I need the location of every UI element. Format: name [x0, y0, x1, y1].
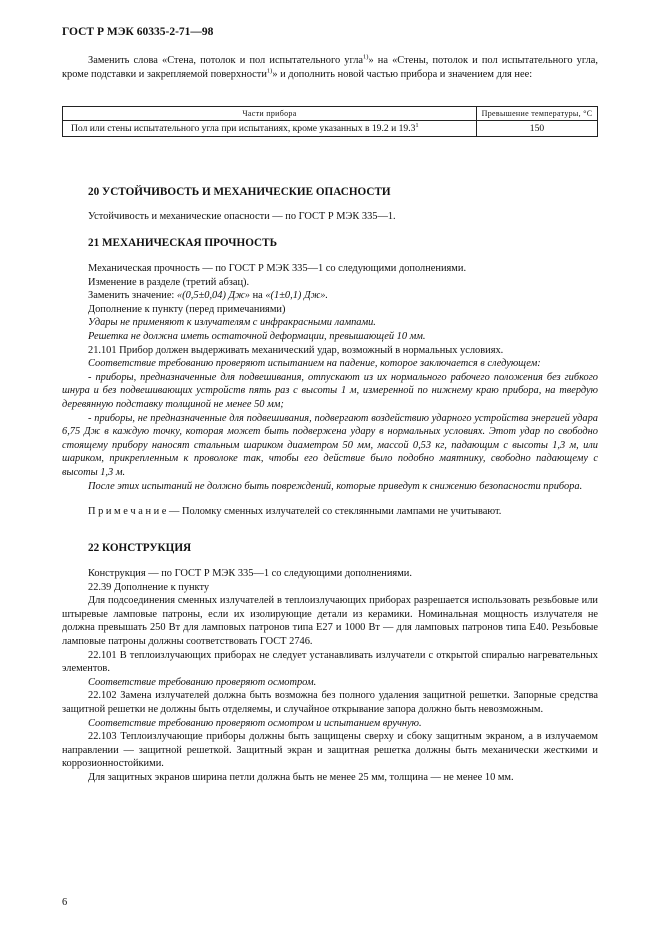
section-22-body: Конструкция — по ГОСТ Р МЭК 335—1 со следующими дополнениями. 22.39 Дополнение к пункту Для подсоединения сменных излучателей в теплоизлучающих приборах разрешается использовать резьбовые или штыревые ламповые патроны, если их изолирующие детали из керамики. Номинальная мощность излучателя не должна превышать 250 Вт для ламповых патронов типа Е27 и 1000 Вт — для ламповых патронов типа Е40. Резьбовые ламповые патроны должны соответствовать ГОСТ 2746. 22.101 В теплоизлучающих приборах не следует устанавливать излучатели с открытой спиралью нагревательных элементов. Соответствие требованию проверяют осмотром. 22.102 Замена излучателей должна быть возможна без полного удаления защитной решетки. Запорные средства защитной решетки не должны быть отделяемы, и случайное открывание запора должно быть невозможным. Соответствие требованию проверяют осмотром и испытанием вручную. 22.103 Теплоизлучающие приборы должны быть защищены сверху и сбоку защитным экраном, а в излучаемом направлении — защитной решеткой. Защитный экран и защитная решетка должны быть механически жесткими и коррозионностойкими. Для защитных экранов ширина петли должна быть не менее 25 мм, толщина — не менее 10 мм. — [62, 568, 598, 783]
note: П р и м е ч а н и е — Поломку сменных излучателей со стеклянными лампами не учитывают. — [88, 506, 502, 517]
section-22-title: 22 КОНСТРУКЦИЯ — [88, 542, 192, 554]
table-row — [63, 121, 598, 137]
table-header-parts: Части прибора — [63, 107, 477, 121]
table-header-row — [63, 107, 598, 121]
table-header-temperature: Превышение температуры, °С — [477, 107, 598, 121]
page-number: 6 — [62, 897, 68, 908]
section-21-body: Механическая прочность — по ГОСТ Р МЭК 335—1 со следующими дополнениями. Изменение в разделе (третий абзац). Заменить значение: «(0,5±0,04) Дж» на «(1±0,1) Дж». Дополнение к пункту (перед примечаниями) Удары не применяют к излучателям с инфракрасными лампами. Решетка не должна иметь остаточной деформации, превышающей 10 мм. 21.101 Прибор должен выдерживать механический удар, возможный в нормальных условиях. Соответствие требованию проверяют испытанием на падение, которое заключается в следующем: - приборы, предназначенные для подвешивания, отпускают из их нормального рабочего положения без гибкого шнура и без подвешивающих устройств пять раз с высоты 1 м, измеренной по нижнему краю прибора, на твердую деревянную подставку толщиной не менее 50 мм; - приборы, не предназначенные для подвешивания, подвергают воздействию ударного устройства энергией удара 6,75 Дж в каждую точку, которая может быть подвержена удару в нормальных условиях. Этот удар по свободно стоящему прибору наносят стальным шариком диаметром 50 мм, массой 0,53 кг, падающим с высоты 1,3 м, или шариком, прикрепленным к проволоке так, чтобы его действие было подобно маятнику, свободно падающему с высоты 1,3 м. После этих испытаний не должно быть повреждений, которые приведут к снижению безопасности прибора. — [62, 263, 598, 492]
temperature-table — [62, 106, 598, 137]
table-cell-part: Пол или стены испытательного угла при испытаниях, кроме указанных в 19.2 и 19.3$^1$ — [63, 121, 477, 137]
table-cell-value: 150 — [477, 121, 598, 137]
section-21-title: 21 МЕХАНИЧЕСКАЯ ПРОЧНОСТЬ — [88, 237, 277, 249]
intro-paragraph: Заменить слова «Стена, потолок и пол испытательного угла$^{1)}$» на «Стены, потолок и пол испытательного угла, кроме подставки и закрепляемой поверхности$^{1)}$» и дополнить новой частью прибора и значением для нее: — [62, 53, 598, 80]
section-20-text: Устойчивость и механические опасности — по ГОСТ Р МЭК 335—1. — [88, 211, 396, 222]
running-header: ГОСТ Р МЭК 60335-2-71—98 — [62, 26, 214, 38]
section-20-title: 20 УСТОЙЧИВОСТЬ И МЕХАНИЧЕСКИЕ ОПАСНОСТИ — [88, 186, 391, 198]
